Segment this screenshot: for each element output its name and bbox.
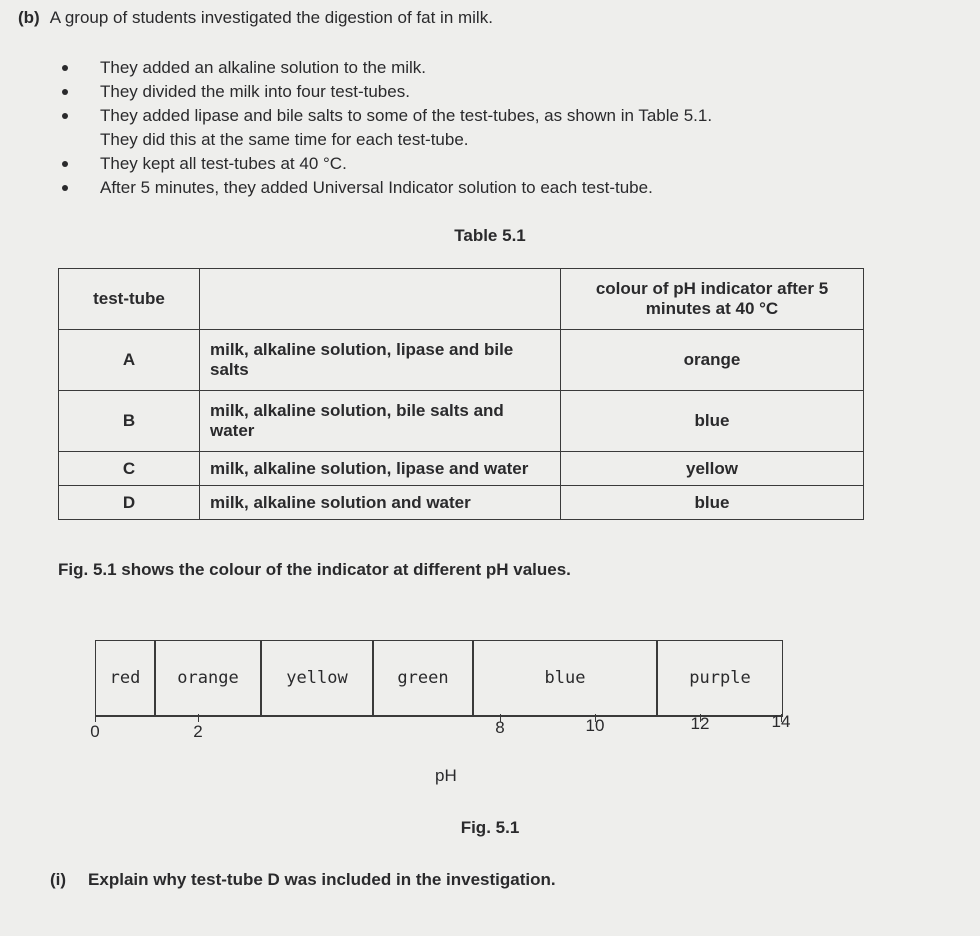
bullet-icon [62,113,68,119]
scale-segment-yellow: yellow [261,640,373,717]
results-table [58,268,864,520]
sub-question-text: Explain why test-tube D was included in the investigation. [88,870,556,889]
cell-colour: orange [561,330,864,391]
bullet-icon [62,161,68,167]
cell-tube: A [59,330,200,391]
bullet-icon [62,89,68,95]
figure-caption: Fig. 5.1 [460,818,520,837]
scale-segment-red: red [95,640,155,717]
table-title: Table 5.1 [454,226,526,245]
header-test-tube: test-tube [59,269,200,330]
scale-segment-blue: blue [473,640,657,717]
ph-colour-scale [90,620,791,741]
bullet-item: After 5 minutes, they added Universal Indicator solution to each test-tube. [60,176,940,200]
tick-mark [95,714,96,722]
table-row [59,452,864,486]
sub-question-number: (i) [50,870,67,889]
tick-label: 2 [193,722,203,741]
bullet-item: They added lipase and bile salts to some of the test-tubes, as shown in Table 5.1. [60,104,940,128]
figure-intro: Fig. 5.1 shows the colour of the indicator at different pH values. [58,560,571,579]
cell-colour: blue [561,486,864,520]
bullet-item: They kept all test-tubes at 40 °C. [60,152,940,176]
cell-colour: blue [561,391,864,452]
bullet-continuation: They did this at the same time for each test-tube. [100,130,469,149]
bullet-item: They added an alkaline solution to the milk. [60,56,940,80]
table-row [59,391,864,452]
tick-mark [198,714,199,722]
cell-contents: milk, alkaline solution, bile salts and water [200,391,561,452]
bullet-item: They divided the milk into four test-tubes. [60,80,940,104]
cell-contents: milk, alkaline solution and water [200,486,561,520]
scale-segment-green: green [373,640,473,717]
table-row [59,486,864,520]
axis-label: pH [435,766,457,785]
header-contents [200,269,561,330]
bullet-icon [62,65,68,71]
cell-tube: C [59,452,200,486]
cell-contents: milk, alkaline solution, lipase and bile salts [200,330,561,391]
sub-question [50,870,556,890]
part-label: (b) [18,8,40,27]
scale-segment-purple: purple [657,640,783,717]
table-header-row [59,269,864,330]
question-intro [18,8,493,28]
bullet-icon [62,185,68,191]
header-colour: colour of pH indicator after 5 minutes at 40 °C [561,269,864,330]
bullet-list [60,56,940,200]
cell-colour: yellow [561,452,864,486]
intro-text: A group of students investigated the digestion of fat in milk. [49,8,493,27]
tick-label: 10 [585,716,605,735]
cell-tube: D [59,486,200,520]
tick-label: 8 [495,718,505,737]
scale-segment-orange: orange [155,640,261,717]
cell-contents: milk, alkaline solution, lipase and water [200,452,561,486]
tick-label: 12 [690,714,710,733]
table-row [59,330,864,391]
cell-tube: B [59,391,200,452]
tick-label: 0 [90,722,100,741]
tick-label: 14 [771,712,791,731]
